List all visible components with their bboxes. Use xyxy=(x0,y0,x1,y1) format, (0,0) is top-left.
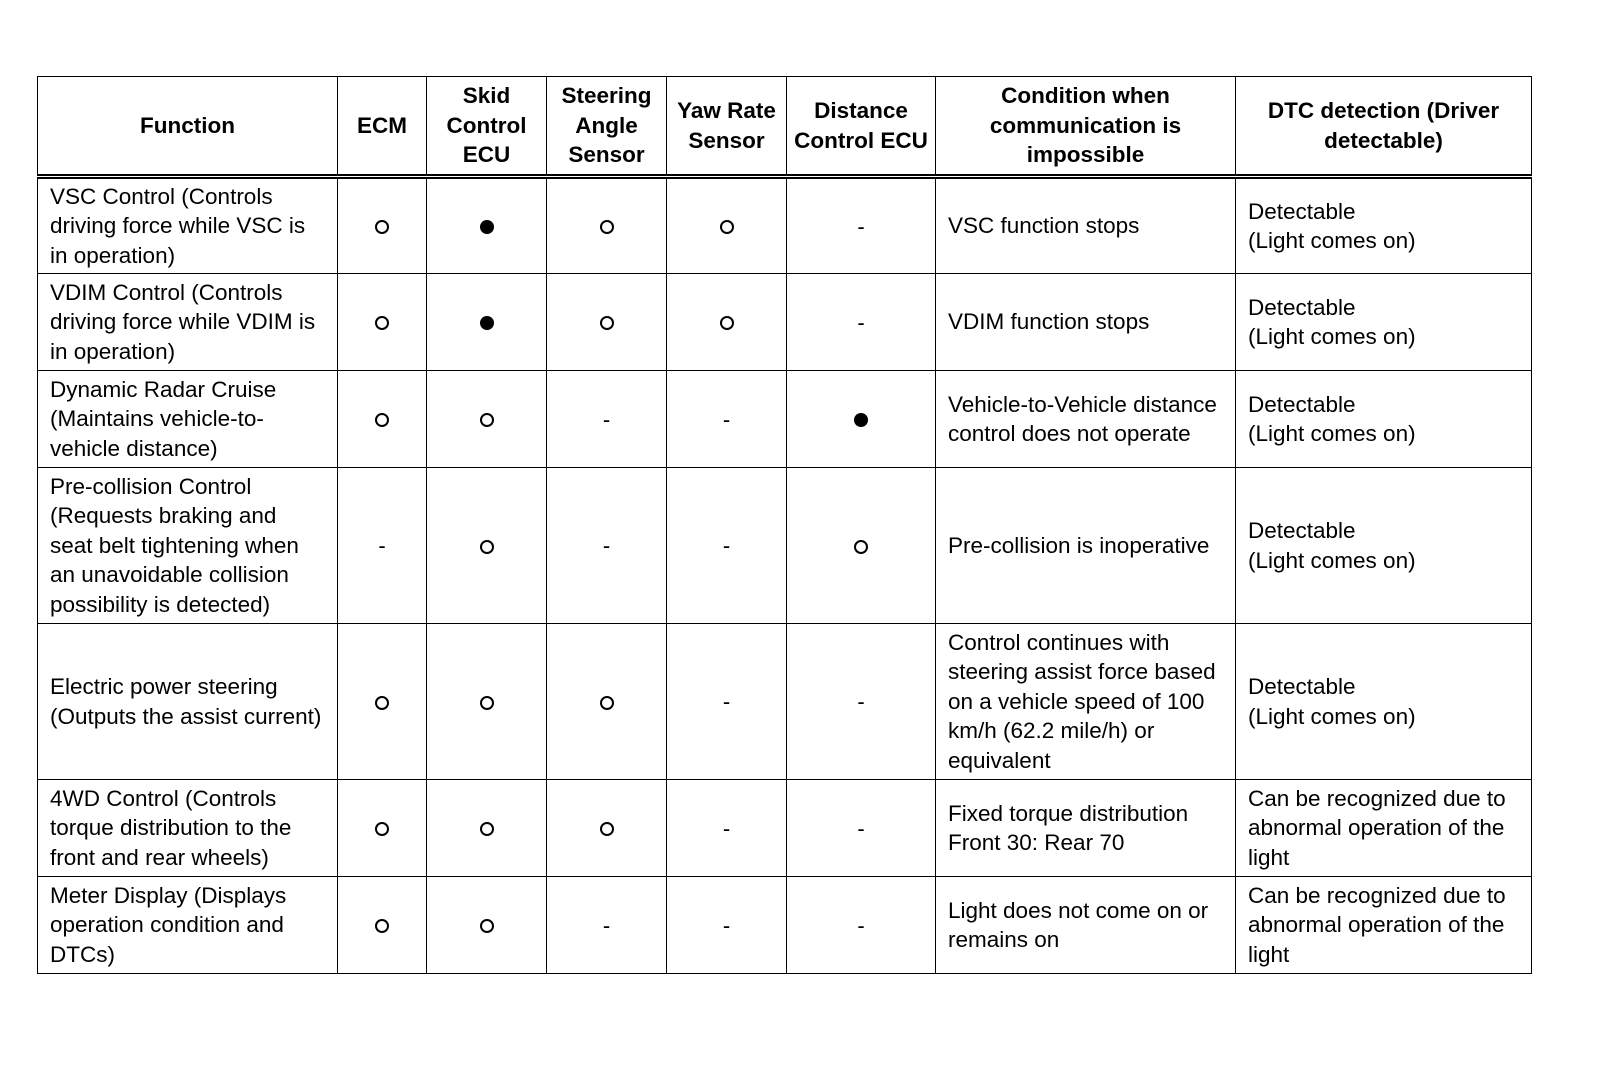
yaw-rate-sensor-cell xyxy=(667,274,787,371)
open-circle-icon xyxy=(720,220,734,234)
ecm-cell xyxy=(338,780,427,877)
dash-mark: - xyxy=(722,689,731,715)
distance-control-ecu-cell xyxy=(787,877,936,974)
function-cell: Pre-collision Control (Requests braking and seat belt tightening when an unavoidable collision possibility is detected) xyxy=(38,468,338,624)
yaw-rate-sensor-cell xyxy=(667,624,787,780)
dash-mark: - xyxy=(857,689,865,715)
header-skid-control-ecu: Skid Control ECU xyxy=(427,77,547,177)
open-circle-icon xyxy=(600,220,614,234)
dtc-line: (Light comes on) xyxy=(1248,421,1416,446)
header-condition: Condition when communication is impossible xyxy=(936,77,1236,177)
ecm-cell xyxy=(338,274,427,371)
header-distance-control-ecu: Distance Control ECU xyxy=(787,77,936,177)
header-row xyxy=(38,77,1532,177)
dash-mark: - xyxy=(602,912,611,938)
open-circle-icon xyxy=(375,919,389,933)
open-circle-icon xyxy=(375,822,389,836)
dash-mark: - xyxy=(602,406,611,432)
ecm-cell xyxy=(338,624,427,780)
table-row xyxy=(38,877,1532,974)
table-row xyxy=(38,468,1532,624)
yaw-rate-sensor-cell xyxy=(667,877,787,974)
steering-angle-sensor-cell xyxy=(547,177,667,274)
open-circle-icon xyxy=(480,413,494,427)
header-steering-angle-sensor: Steering Angle Sensor xyxy=(547,77,667,177)
dash-mark: - xyxy=(378,533,386,559)
condition-cell: VSC function stops xyxy=(936,177,1236,274)
open-circle-icon xyxy=(600,822,614,836)
condition-cell: Vehicle-to-Vehicle distance control does not operate xyxy=(936,371,1236,468)
distance-control-ecu-cell xyxy=(787,624,936,780)
table-body xyxy=(38,177,1532,974)
skid-control-ecu-cell xyxy=(427,274,547,371)
function-cell: Meter Display (Displays operation condition and DTCs) xyxy=(38,877,338,974)
dtc-line: Detectable xyxy=(1248,198,1356,224)
dtc-line: Can be recognized due to abnormal operation of the light xyxy=(1248,882,1506,967)
function-table xyxy=(37,76,1532,974)
open-circle-icon xyxy=(600,316,614,330)
dash-mark: - xyxy=(722,815,731,841)
table-row xyxy=(38,274,1532,371)
steering-angle-sensor-cell xyxy=(547,877,667,974)
filled-circle-icon xyxy=(480,316,494,330)
dtc-line: Detectable xyxy=(1248,294,1356,320)
dtc-line: Detectable xyxy=(1248,518,1356,543)
condition-cell: Control continues with steering assist force based on a vehicle speed of 100 km/h (62.2 mile/h) or equivalent xyxy=(936,624,1236,780)
function-cell: VDIM Control (Controls driving force while VDIM is in operation) xyxy=(38,274,338,371)
yaw-rate-sensor-cell xyxy=(667,468,787,624)
dtc-cell xyxy=(1236,177,1532,274)
header-yaw-rate-sensor: Yaw Rate Sensor xyxy=(667,77,787,177)
open-circle-icon xyxy=(480,919,494,933)
table-row xyxy=(38,780,1532,877)
distance-control-ecu-cell xyxy=(787,177,936,274)
condition-cell: Pre-collision is inoperative xyxy=(936,468,1236,624)
dtc-cell xyxy=(1236,877,1532,974)
condition-cell: Fixed torque distribution Front 30: Rear 70 xyxy=(936,780,1236,877)
yaw-rate-sensor-cell xyxy=(667,371,787,468)
filled-circle-icon xyxy=(854,413,868,427)
dtc-line: (Light comes on) xyxy=(1248,547,1416,573)
dash-mark: - xyxy=(857,309,865,335)
skid-control-ecu-cell xyxy=(427,780,547,877)
dtc-line: Detectable xyxy=(1248,674,1356,699)
table-row xyxy=(38,624,1532,780)
distance-control-ecu-cell xyxy=(787,371,936,468)
skid-control-ecu-cell xyxy=(427,624,547,780)
dtc-cell xyxy=(1236,371,1532,468)
header-dtc-detection: DTC detection (Driver detectable) xyxy=(1236,77,1532,177)
open-circle-icon xyxy=(480,540,494,554)
dtc-cell xyxy=(1236,274,1532,371)
steering-angle-sensor-cell xyxy=(547,624,667,780)
open-circle-icon xyxy=(600,696,614,710)
skid-control-ecu-cell xyxy=(427,877,547,974)
open-circle-icon xyxy=(854,540,868,554)
function-cell: Dynamic Radar Cruise (Maintains vehicle-to-vehicle distance) xyxy=(38,371,338,468)
dash-mark: - xyxy=(602,533,611,559)
condition-cell: Light does not come on or remains on xyxy=(936,877,1236,974)
open-circle-icon xyxy=(375,696,389,710)
dash-mark: - xyxy=(857,213,865,239)
table-row xyxy=(38,177,1532,274)
dtc-line: (Light comes on) xyxy=(1248,324,1416,349)
dtc-line: (Light comes on) xyxy=(1248,703,1416,729)
open-circle-icon xyxy=(480,822,494,836)
dtc-cell xyxy=(1236,624,1532,780)
filled-circle-icon xyxy=(480,220,494,234)
dtc-cell xyxy=(1236,468,1532,624)
distance-control-ecu-cell xyxy=(787,274,936,371)
ecm-cell xyxy=(338,468,427,624)
steering-angle-sensor-cell xyxy=(547,780,667,877)
open-circle-icon xyxy=(720,316,734,330)
skid-control-ecu-cell xyxy=(427,468,547,624)
open-circle-icon xyxy=(375,316,389,330)
ecm-cell xyxy=(338,177,427,274)
function-cell: VSC Control (Controls driving force while VSC is in operation) xyxy=(38,177,338,274)
skid-control-ecu-cell xyxy=(427,371,547,468)
open-circle-icon xyxy=(375,220,389,234)
dtc-cell xyxy=(1236,780,1532,877)
dash-mark: - xyxy=(857,912,865,938)
yaw-rate-sensor-cell xyxy=(667,780,787,877)
skid-control-ecu-cell xyxy=(427,177,547,274)
distance-control-ecu-cell xyxy=(787,468,936,624)
yaw-rate-sensor-cell xyxy=(667,177,787,274)
header-ecm: ECM xyxy=(338,77,427,177)
dash-mark: - xyxy=(722,406,731,432)
function-cell: Electric power steering (Outputs the assist current) xyxy=(38,624,338,780)
dtc-line: Detectable xyxy=(1248,391,1356,417)
dtc-line: (Light comes on) xyxy=(1248,228,1416,253)
distance-control-ecu-cell xyxy=(787,780,936,877)
table-row xyxy=(38,371,1532,468)
open-circle-icon xyxy=(480,696,494,710)
steering-angle-sensor-cell xyxy=(547,274,667,371)
dash-mark: - xyxy=(722,912,731,938)
open-circle-icon xyxy=(375,413,389,427)
function-cell: 4WD Control (Controls torque distribution to the front and rear wheels) xyxy=(38,780,338,877)
dash-mark: - xyxy=(722,533,731,559)
dtc-line: Can be recognized due to abnormal operation of the light xyxy=(1248,785,1506,870)
steering-angle-sensor-cell xyxy=(547,468,667,624)
ecm-cell xyxy=(338,877,427,974)
ecm-cell xyxy=(338,371,427,468)
dash-mark: - xyxy=(857,815,865,841)
steering-angle-sensor-cell xyxy=(547,371,667,468)
condition-cell: VDIM function stops xyxy=(936,274,1236,371)
header-function: Function xyxy=(38,77,338,177)
